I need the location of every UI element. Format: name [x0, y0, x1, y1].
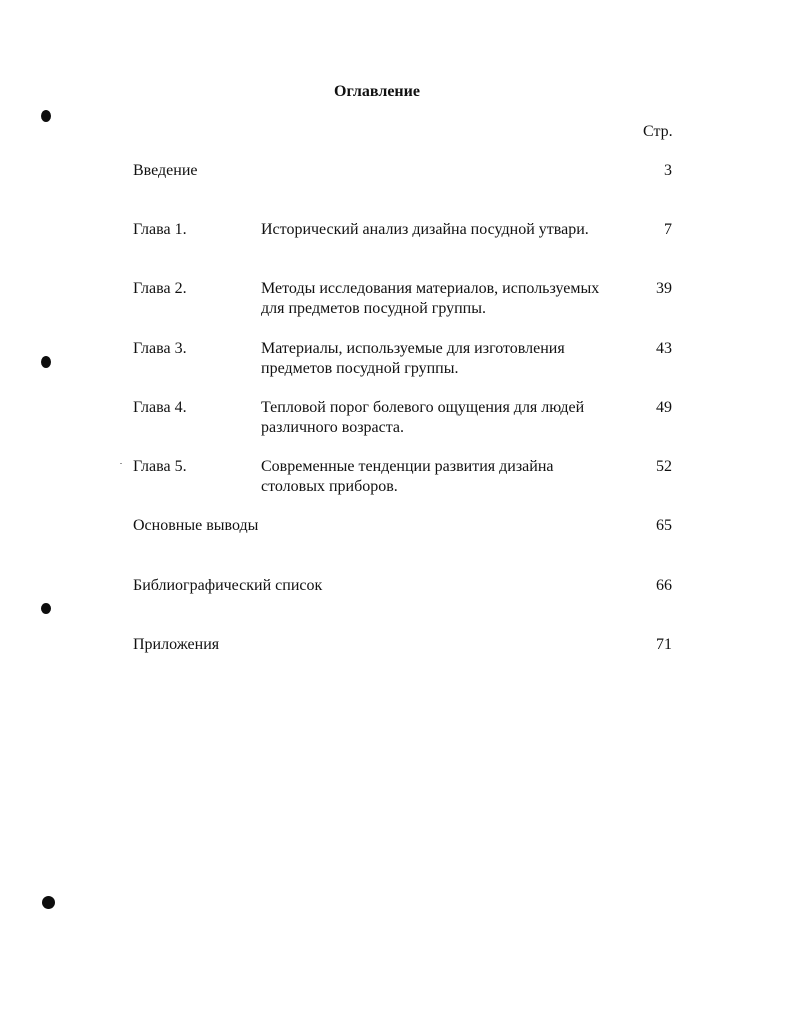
- toc-entry-text: Тепловой порог болевого ощущения для людей различного возраста.: [261, 399, 585, 436]
- toc-entry-page: 52: [656, 458, 672, 475]
- toc-entry-label: Приложения: [133, 636, 220, 653]
- punch-hole-mark: [41, 110, 51, 122]
- toc-entry-page: 49: [656, 399, 672, 416]
- toc-entry-page: 71: [656, 636, 672, 653]
- toc-entry-label: Глава 5.: [133, 458, 187, 475]
- punch-hole-mark: [41, 603, 51, 614]
- toc-entry-page: 66: [656, 577, 672, 594]
- toc-entry-label: Глава 3.: [133, 340, 187, 357]
- toc-title: Оглавление: [334, 83, 420, 100]
- toc-entry-page: 39: [656, 280, 672, 297]
- toc-entry-page: 65: [656, 517, 672, 534]
- scan-speck: [120, 463, 122, 464]
- toc-entry-label: Введение: [133, 162, 198, 179]
- toc-entry-page: 43: [656, 340, 672, 357]
- toc-entry-page: 7: [664, 221, 672, 238]
- toc-entry-text: Современные тенденции развития дизайна столовых приборов.: [261, 458, 554, 495]
- punch-hole-mark: [42, 896, 55, 909]
- toc-entry-text: Исторический анализ дизайна посудной утвари.: [261, 221, 589, 238]
- toc-entry-label: Основные выводы: [133, 517, 259, 534]
- punch-hole-mark: [41, 356, 51, 368]
- toc-entry-page: 3: [664, 162, 672, 179]
- toc-entry-text: Методы исследования материалов, используемых для предметов посудной группы.: [261, 280, 600, 317]
- toc-entry-label: Библиографический список: [133, 577, 323, 594]
- toc-entry-text: Материалы, используемые для изготовления предметов посудной группы.: [261, 340, 565, 377]
- toc-entry-label: Глава 1.: [133, 221, 187, 238]
- toc-entry-label: Глава 2.: [133, 280, 187, 297]
- page-column-header: Стр.: [643, 123, 673, 140]
- toc-entry-label: Глава 4.: [133, 399, 187, 416]
